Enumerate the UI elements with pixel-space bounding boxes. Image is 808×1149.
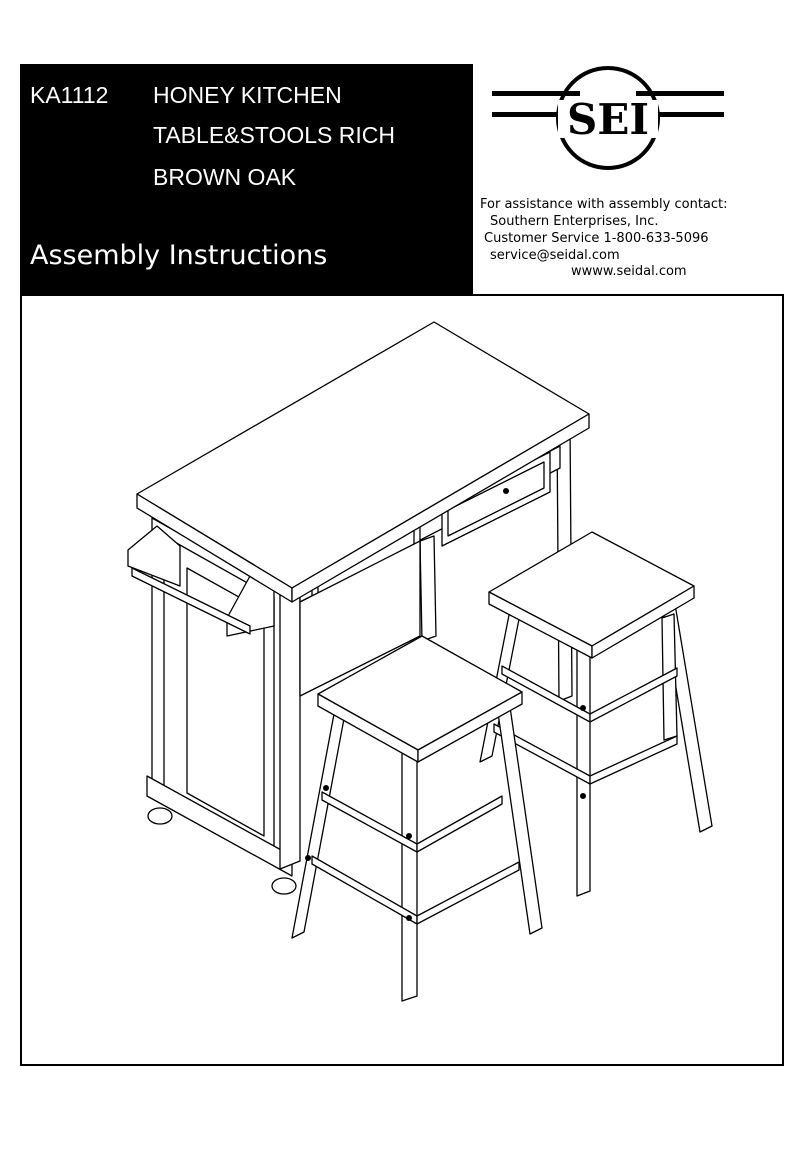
illustration-frame (20, 294, 784, 1066)
sei-logo (488, 64, 728, 174)
logo-text: SEI (567, 95, 649, 144)
contact-email: service@seidal.com (490, 248, 620, 263)
title-box (20, 64, 473, 294)
contact-heading: For assistance with assembly contact: (480, 197, 728, 212)
stool-front (292, 636, 542, 1001)
contact-website: wwww.seidal.com (571, 264, 687, 279)
document-subtitle: Assembly Instructions (30, 240, 328, 271)
model-code: KA1112 (30, 82, 109, 108)
product-title-line-3: BROWN OAK (153, 164, 297, 190)
contact-phone: Customer Service 1-800-633-5096 (484, 231, 709, 246)
stool-back (480, 532, 712, 896)
product-title-line-2: TABLE&STOOLS RICH (153, 122, 395, 148)
contact-company: Southern Enterprises, Inc. (490, 214, 659, 229)
product-title-line-1: HONEY KITCHEN (153, 82, 342, 108)
product-illustration (22, 296, 782, 1064)
